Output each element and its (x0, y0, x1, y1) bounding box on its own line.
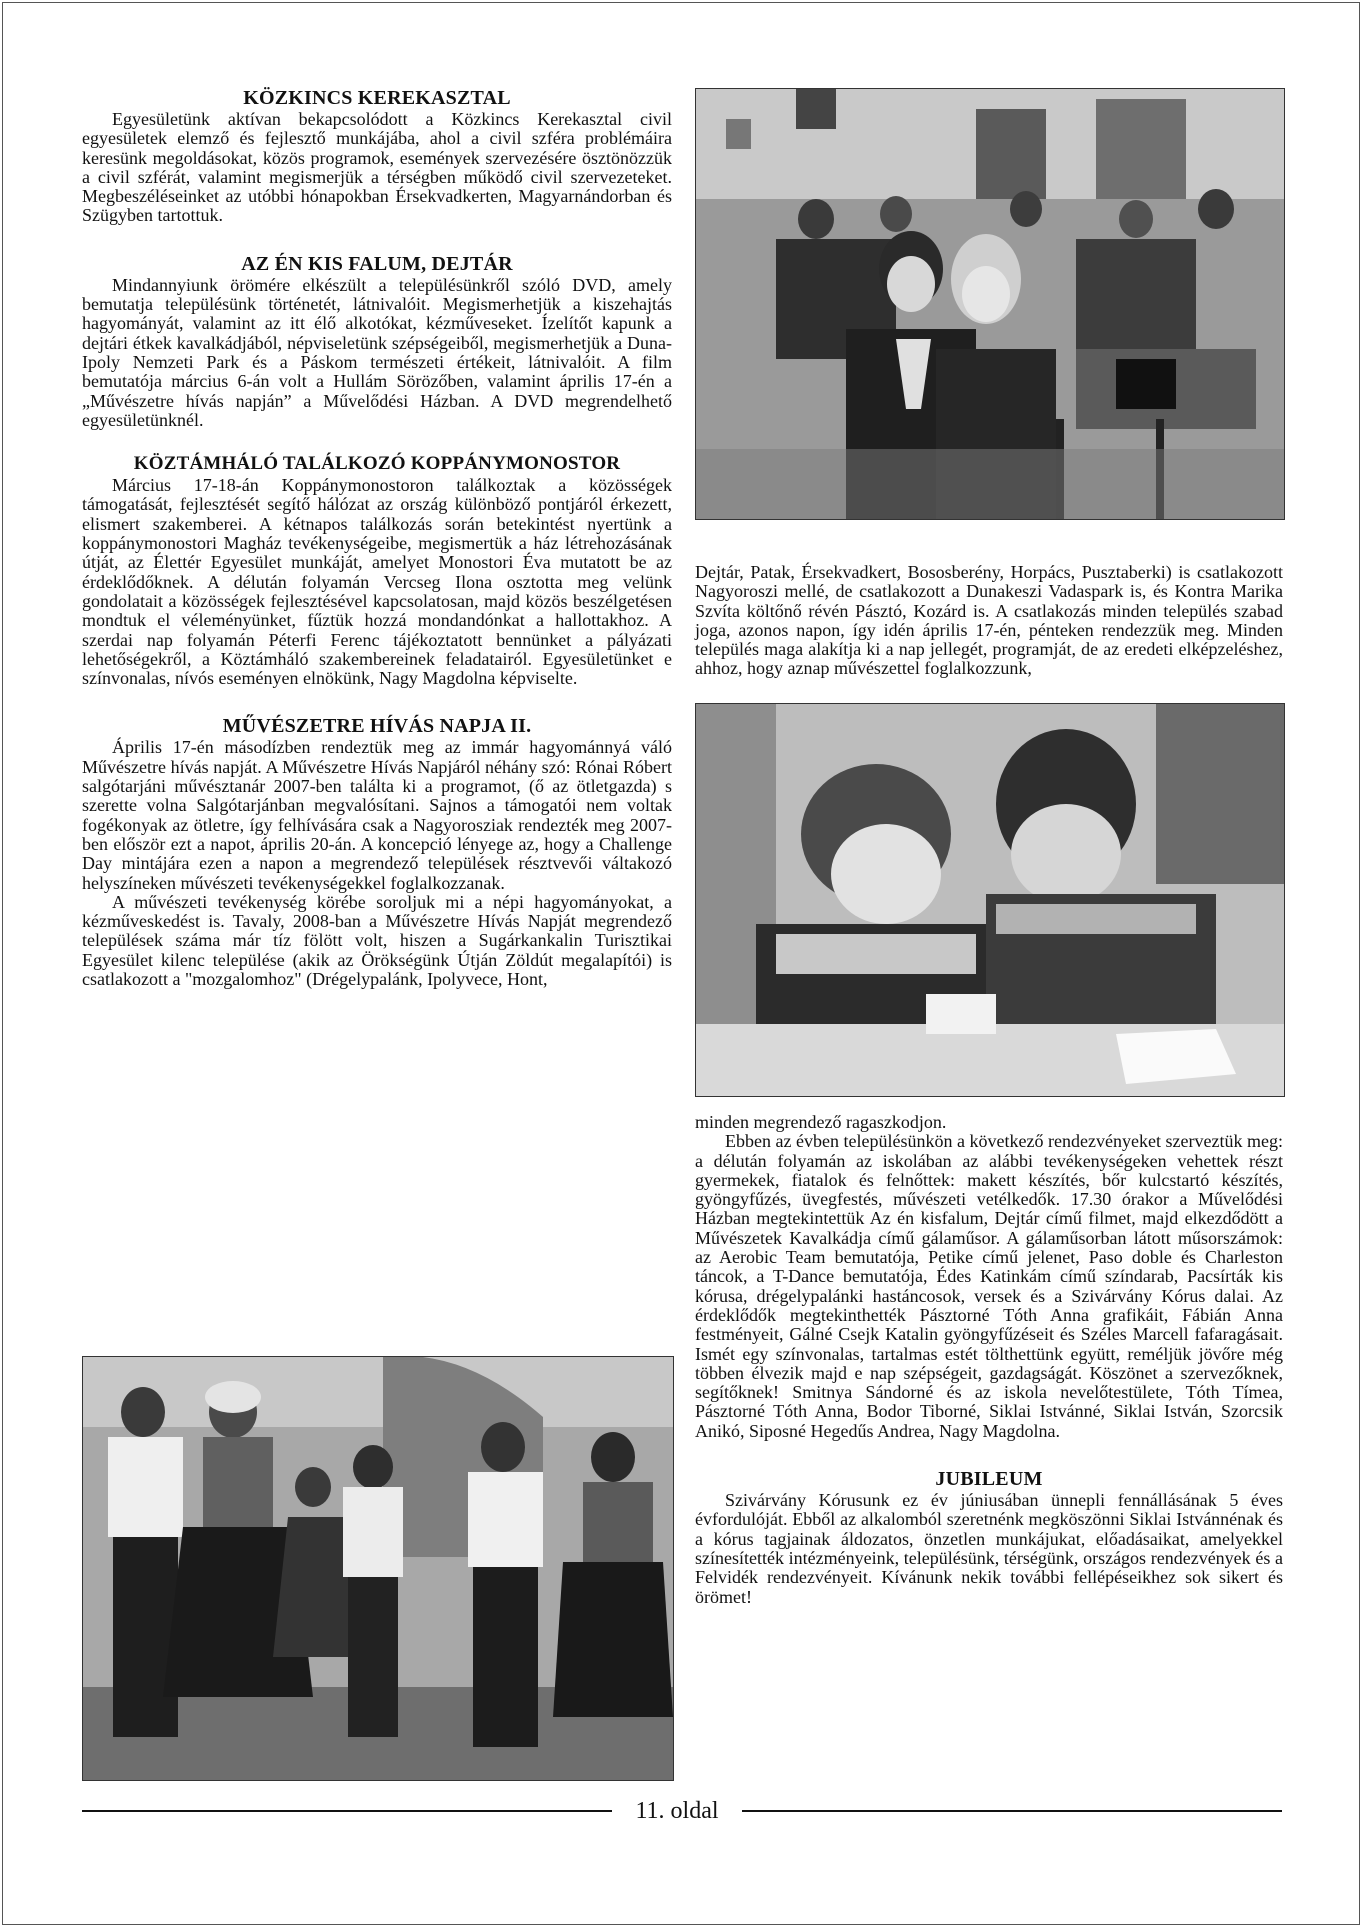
footer-rule-right (742, 1810, 1282, 1812)
muveszet-paragraph-1: Április 17-én másodízben rendeztük meg az immár hagyománnyá váló Művészetre hívás napját. A Művészetre Hívás Napjáról néhány szó: Rónai Róbert salgótarjáni művésztanár 2007-ben találta ki a programot, (ő az ötletgazda) s szerette volna Salgótarjánban megvalósítani. Sajnos a támogatói nem voltak fogékonyak az ötletre, így felhívására csak a Nagyorosziak rendezték meg 2007-ben először ezt a napot, április 20-án. A koncepció lényege az, hogy a Challenge Day mintájára ezen a napon a megrendező települések résztvevői váltakozó helyszíneken művészeti tevékenységekkel foglalkozzanak. (82, 737, 672, 893)
heading-muveszet: MŰVÉSZETRE HÍVÁS NAPJA II. (222, 715, 532, 738)
koztamhalo-paragraph: Március 17-18-án Koppánymonostoron találkoztak a közösségek támogatását, fejlesztését segítő hálózat az ország különböző pontjáról érkezett, elismert szakemberei. A kétnapos találkozás során betekintést nyertünk a koppánymonostori Magház tevékenységeibe, megismertük a ház létrehozásának útját, az Élettér Egyesület munkáját, amelyet Monostori Éva mutatott be az érdeklődőknek. A délután folyamán Vercseg Ilona osztotta meg velünk gondolatait a közösségek fejlesztésével kapcsolatosan, majd közös beszélgetésen mondtuk el véleményünket, fűztük hozzá mondandónkat a hallottakhoz. A szerdai nap folyamán Péterfi Ferenc tájékoztatott bennünket a pályázati lehetőségekről, a Köztámháló szakembereinek feladatairól. Egyesületünket e színvonalas, nívós eseményen elnökünk, Nagy Magdolna képviselte. (82, 475, 672, 689)
falum-paragraph: Mindannyiunk örömére elkészült a településünkről szóló DVD, amely bemutatja településünk történetét, látnivalóit. Megismerhetjük a kiszehajtás hagyományát, valamint az itt élő alkotókat, kézműveseket. Ízelítőt kapunk a dejtári étkek kavalkádjából, népviseletünk szépségeiből, megismerhetjük a Duna-Ipoly Nemzeti Park és a Páskom természeti értékeit, látnivalóit. A film bemutatója március 6-án volt a Hullám Sörözőben, valamint április 17-én a „Művészetre hívás napján” a Művelődési Házban. A DVD megrendelhető egyesületünknél. (82, 274, 672, 430)
left-column (82, 86, 672, 989)
heading-jubileum: JUBILEUM (935, 1468, 1043, 1491)
heading-falum: AZ ÉN KIS FALUM, DEJTÁR (241, 252, 513, 275)
page-footer (82, 1796, 1282, 1826)
audience-photo (695, 88, 1285, 520)
dancers-photo (82, 1356, 674, 1781)
page-number: 11. oldal (635, 1798, 719, 1824)
right-text-block-2 (695, 1113, 1283, 1607)
kozkincs-paragraph: Egyesületünk aktívan bekapcsolódott a Közkincs Kerekasztal civil egyesületek elemző és fejlesztő munkájába, ahol a civil szféra problémáira keresünk megoldásokat, közös programok, események szervezésére ösztönözzük a civil szférát, valamint megismerjük a térségben működő civil szervezeteket. Megbeszéléseinket az utóbbi hónapokban Érsekvadkerten, Magyarnándorban és Szügyben tartottuk. (82, 109, 672, 226)
muveszet-paragraph-3: Dejtár, Patak, Érsekvadkert, Bososberény, Horpács, Pusztaberki) is csatlakozott Nagyoroszi mellé, de csatlakozott a Dunakeszi Vadaspark is, és Kontra Marika Szvíta költőnő révén Pásztó, Kozárd is. A csatlakozás minden település szabad joga, azonos napon, így idén április 17-én, pénteken rendezzük meg. Minden település maga alakítja ki a nap jellegét, programját, de az eredeti elképzeléshez, ahhoz, hogy aznap művészettel foglalkozzunk, (695, 562, 1283, 679)
heading-kozkincs: KÖZKINCS KEREKASZTAL (243, 87, 511, 109)
muveszet-paragraph-4: minden megrendező ragaszkodjon. (695, 1112, 947, 1132)
footer-rule-left (82, 1810, 612, 1812)
muveszet-paragraph-2: A művészeti tevékenység körébe soroljuk mi a népi hagyományokat, a kézműveskedést is. Tavaly, 2008-ban a Művészetre Hívás Napját megrendező települések száma már tíz fölött volt, hiszen a Sugárkankalin Turisztikai Egyesület kilenc települése (akik az Örökségünk Útján Zöldút megalapítói) is csatlakozott a "mozgalomhoz" (Drégelypalánk, Ipolyvece, Hont, (82, 891, 672, 989)
children-crafting-photo (695, 703, 1285, 1097)
heading-koztamhalo: KÖZTÁMHÁLÓ TALÁLKOZÓ KOPPÁNYMONOSTOR (133, 453, 621, 475)
muveszet-paragraph-5: Ebben az évben településünkön a következő rendezvényeket szerveztük meg: a délután folyamán az iskolában az alábbi tevékenységeken vehettek részt gyermekek, fiatalok és felnőttek: makett készítés, bőr kulcstartó készítés, gyöngyfűzés, üvegfestés, művészeti vetélkedők. 17.30 órakor a Művelődési Házban megtekintettük Az én kisfalum, Dejtár című filmet, majd elkezdődött a Művészetek Kavalkádja című gálaműsor. A gálaműsorban látott műsorszámok: az Aerobic Team bemutatója, Petike című jelenet, Paso doble és Charleston táncok, a T-Dance bemutatója, Édes Katinkám című színdarab, Pacsírták kis kórusa, drégelypalánki hastáncosok, versek és a Szivárvány Kórus dalai. Az érdeklődők megtekinthették Pásztorné Tóth Anna grafikáit, Fábián Anna festményeit, Gálné Csejk Katalin gyöngyfűzéseit és Széles Marcell fafaragásait. Ismét egy színvonalas, tartalmas estét tölthettünk együtt, reméljük jövőre még többen élvezik majd e nap szépségeit, gazdagságát. Köszönet a szervezőknek, segítőknek! Smitnya Sándorné és az iskola nevelőtestülete, Tóth Tímea, Pásztorné Tóth Anna, Bodor Tiborné, Siklai Istvánné, Siklai István, Szorcsik Anikó, Siposné Hegedűs Andrea, Nagy Magdolna. (695, 1131, 1283, 1441)
jubileum-paragraph: Szivárvány Kórusunk ez év júniusában ünnepli fennállásának 5 éves évfordulóját. Ebből az alkalomból szeretnénk megköszönni Siklai Istvánnénak és a kórus tagjainak áldozatos, önzetlen munkájukat, előadásaikat, amelyekkel színesítették intézményeink, településünk, térségünk, országos rendezvények és a Felvidék rendezvényeit. Kívánunk nekik további fellépéseikhez sok sikert és örömet! (695, 1490, 1283, 1607)
right-text-block-1 (695, 563, 1283, 679)
